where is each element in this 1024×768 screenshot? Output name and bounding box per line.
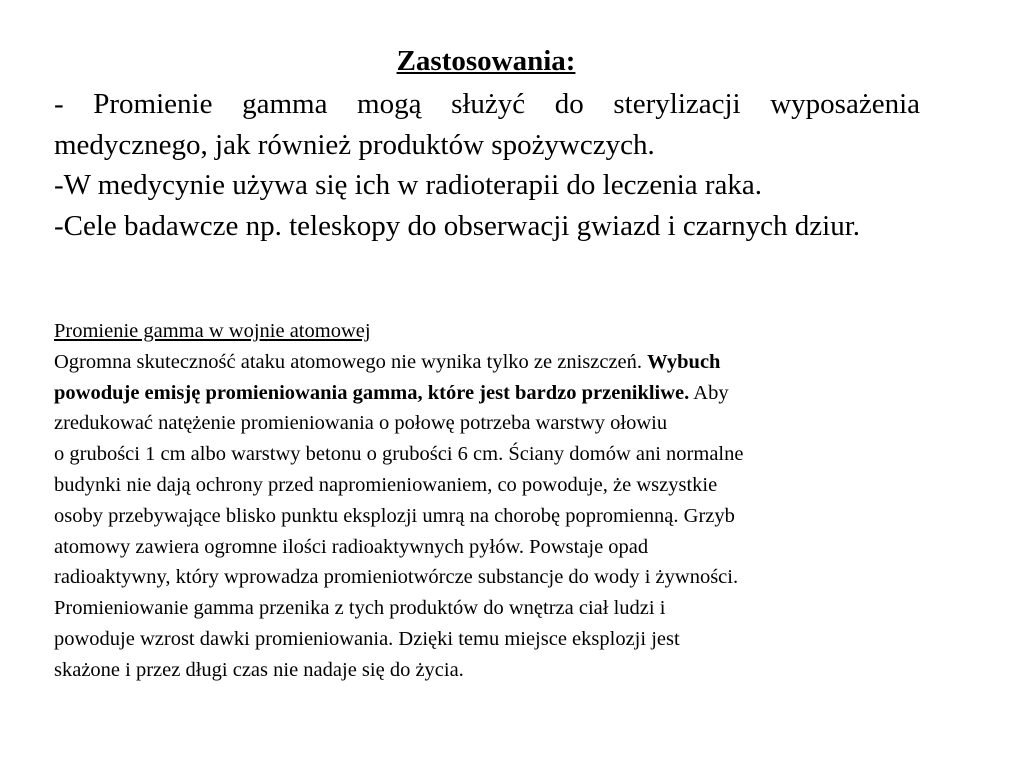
use-item-sterilization: - Promienie gamma mogą służyć do sterylizacji wyposażenia medycznego, jak również produktów spożywczych. (54, 88, 920, 161)
section-heading: Promienie gamma w wojnie atomowej (54, 320, 371, 342)
body-line: Promieniowanie gamma przenika z tych produktów do wnętrza ciał ludzi i (54, 597, 666, 620)
body-line: o grubości 1 cm albo warstwy betonu o grubości 6 cm. Ściany domów ani normalne (54, 443, 744, 466)
use-item-research: -Cele badawcze np. teleskopy do obserwacji gwiazd i czarnych dziur. (54, 209, 861, 242)
body-text: Aby (689, 381, 729, 404)
atomic-war-section (54, 316, 934, 686)
body-text: Ogromna skuteczność ataku atomowego nie wynika tylko ze zniszczeń. (54, 350, 648, 373)
body-line: zredukować natężenie promieniowania o połowę potrzeba warstwy ołowiu (54, 412, 668, 435)
body-line: skażone i przez długi czas nie nadaje się do życia. (54, 658, 464, 681)
body-line: powoduje wzrost dawki promieniowania. Dzięki temu miejsce eksplozji jest (54, 627, 680, 650)
slide-title: Zastosowania: (396, 45, 576, 77)
uses-list (54, 84, 920, 246)
body-text-bold: powoduje emisję promieniowania gamma, które jest bardzo przenikliwe. (54, 381, 690, 404)
body-line (54, 378, 934, 409)
body-line: budynki nie dają ochrony przed napromieniowaniem, co powoduje, że wszystkie (54, 473, 718, 496)
body-line: atomowy zawiera ogromne ilości radioaktywnych pyłów. Powstaje opad (54, 535, 649, 558)
body-line: radioaktywny, który wprowadza promieniotwórcze substancje do wody i żywności. (54, 566, 739, 589)
use-item-radiotherapy: -W medycynie używa się ich w radioterapii do leczenia raka. (54, 169, 763, 201)
body-line: osoby przebywające blisko punktu eksplozji umrą na chorobę popromienną. Grzyb (54, 504, 735, 527)
body-line (54, 347, 934, 378)
body-text-bold: Wybuch (647, 350, 721, 373)
